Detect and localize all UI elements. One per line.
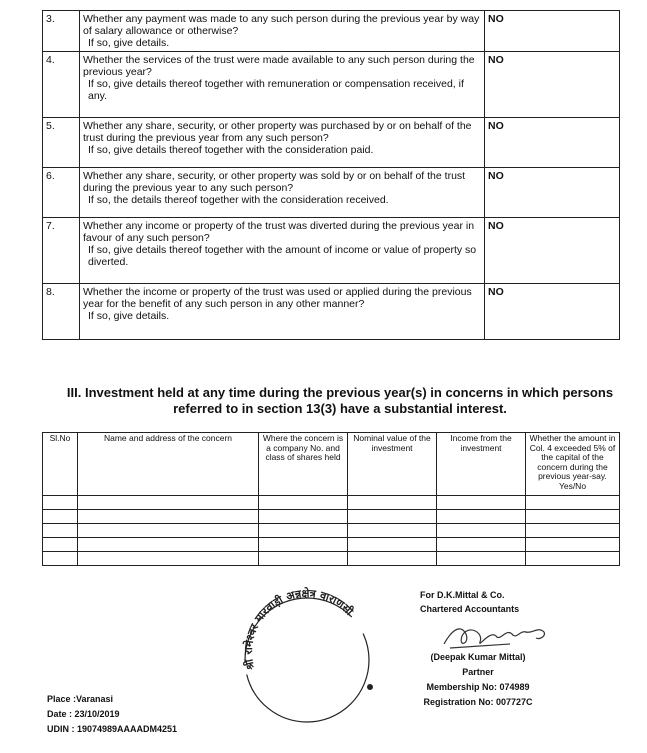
- membership-number: Membership No: 074989: [426, 682, 530, 692]
- signatory-role: Partner: [462, 667, 494, 677]
- investment-cell: [526, 524, 620, 538]
- investment-row: [43, 524, 620, 538]
- col-sl-no: Sl.No: [43, 433, 78, 496]
- question-number: 8.: [43, 284, 80, 340]
- question-text-cell: [80, 11, 485, 52]
- investment-cell: [437, 552, 526, 566]
- question-text: Whether the income or property of the trust was used or applied during the previous year for the benefit of any such person in any other manner?: [83, 286, 472, 310]
- investment-cell: [259, 510, 348, 524]
- question-text: Whether the services of the trust were made available to any such person during the previous year?: [83, 54, 475, 78]
- registration-number: Registration No: 007727C: [423, 697, 533, 707]
- question-number: 7.: [43, 218, 80, 284]
- place: Place :Varanasi: [47, 694, 114, 704]
- investment-cell: [259, 552, 348, 566]
- investment-cell: [78, 552, 259, 566]
- investment-cell: [43, 552, 78, 566]
- firm-block: [420, 588, 519, 616]
- question-row: [43, 118, 620, 168]
- investment-cell: [43, 510, 78, 524]
- investment-cell: [43, 496, 78, 510]
- section-heading: III. Investment held at any time during the previous year(s) in concerns in which persons referred to in section 13(3) have a substantial interest.: [66, 385, 614, 416]
- investment-cell: [437, 496, 526, 510]
- question-number: 3.: [43, 11, 80, 52]
- investment-cell: [348, 552, 437, 566]
- investment-cell: [43, 524, 78, 538]
- question-row: [43, 52, 620, 118]
- investment-cell: [526, 496, 620, 510]
- signatory-name: (Deepak Kumar Mittal): [430, 652, 526, 662]
- investment-cell: [348, 524, 437, 538]
- investment-cell: [348, 538, 437, 552]
- question-number: 4.: [43, 52, 80, 118]
- question-answer: NO: [485, 52, 620, 118]
- investment-cell: [78, 510, 259, 524]
- question-text: Whether any share, security, or other property was sold by or on behalf of the trust during the previous year to any such person?: [83, 170, 466, 194]
- question-detail: If so, give details.: [88, 37, 170, 49]
- col-nominal-value: Nominal value of the investment: [348, 433, 437, 496]
- udin: UDIN : 19074989AAAADM4251: [47, 724, 178, 734]
- investment-cell: [78, 538, 259, 552]
- investment-cell: [348, 496, 437, 510]
- question-number: 6.: [43, 168, 80, 218]
- signature: [440, 620, 550, 654]
- investment-row: [43, 496, 620, 510]
- investment-cell: [437, 510, 526, 524]
- investment-cell: [526, 552, 620, 566]
- investment-cell: [526, 538, 620, 552]
- investment-cell: [259, 538, 348, 552]
- date: Date : 23/10/2019: [47, 709, 120, 719]
- col-exceeded-5pct: Whether the amount in Col. 4 exceeded 5% of the capital of the concern during the previous year-say. Yes/No: [526, 433, 620, 496]
- question-answer: NO: [485, 11, 620, 52]
- question-detail: If so, give details thereof together with the consideration paid.: [88, 144, 374, 156]
- signatory-block: [413, 650, 543, 710]
- col-name-address: Name and address of the concern: [78, 433, 259, 496]
- question-answer: NO: [485, 168, 620, 218]
- question-row: [43, 284, 620, 340]
- investment-cell: [78, 496, 259, 510]
- investment-cell: [526, 510, 620, 524]
- svg-text:श्री रामेश्वर मारवाड़ी अन्नक्ष: श्री रामेश्वर मारवाड़ी अन्नक्षेत्र वाराणसी: [241, 587, 356, 672]
- question-row: [43, 218, 620, 284]
- investment-row: [43, 510, 620, 524]
- place-date-block: [47, 692, 177, 737]
- investment-row: [43, 538, 620, 552]
- investment-cell: [348, 510, 437, 524]
- question-detail: If so, the details thereof together with the consideration received.: [88, 194, 389, 206]
- question-text: Whether any income or property of the trust was diverted during the previous year in favour of any such person?: [83, 220, 475, 244]
- question-text-cell: [80, 168, 485, 218]
- investment-cell: [259, 496, 348, 510]
- question-detail: If so, give details thereof together with the amount of income or value of property so diverted.: [88, 244, 477, 268]
- investment-cell: [437, 524, 526, 538]
- question-answer: NO: [485, 218, 620, 284]
- question-row: [43, 168, 620, 218]
- question-answer: NO: [485, 118, 620, 168]
- question-row: [43, 11, 620, 52]
- col-shares-held: Where the concern is a company No. and class of shares held: [259, 433, 348, 496]
- investment-cell: [78, 524, 259, 538]
- investment-cell: [437, 538, 526, 552]
- investment-row: [43, 552, 620, 566]
- investment-table: [42, 432, 620, 566]
- question-text: Whether any share, security, or other property was purchased by or on behalf of the trust during the previous year from any such person?: [83, 120, 472, 144]
- firm-name: For D.K.Mittal & Co.: [420, 590, 505, 600]
- trust-seal: [232, 580, 382, 730]
- col-income: Income from the investment: [437, 433, 526, 496]
- firm-designation: Chartered Accountants: [420, 604, 520, 614]
- question-text: Whether any payment was made to any such person during the previous year by way of salary allowance or otherwise?: [83, 13, 480, 37]
- investment-cell: [43, 538, 78, 552]
- question-answer: NO: [485, 284, 620, 340]
- questions-table: [42, 10, 620, 340]
- investment-cell: [259, 524, 348, 538]
- question-detail: If so, give details thereof together with remuneration or compensation received, if any.: [88, 78, 464, 102]
- question-number: 5.: [43, 118, 80, 168]
- question-text-cell: [80, 118, 485, 168]
- question-detail: If so, give details.: [88, 310, 170, 322]
- question-text-cell: [80, 52, 485, 118]
- question-text-cell: [80, 218, 485, 284]
- question-text-cell: [80, 284, 485, 340]
